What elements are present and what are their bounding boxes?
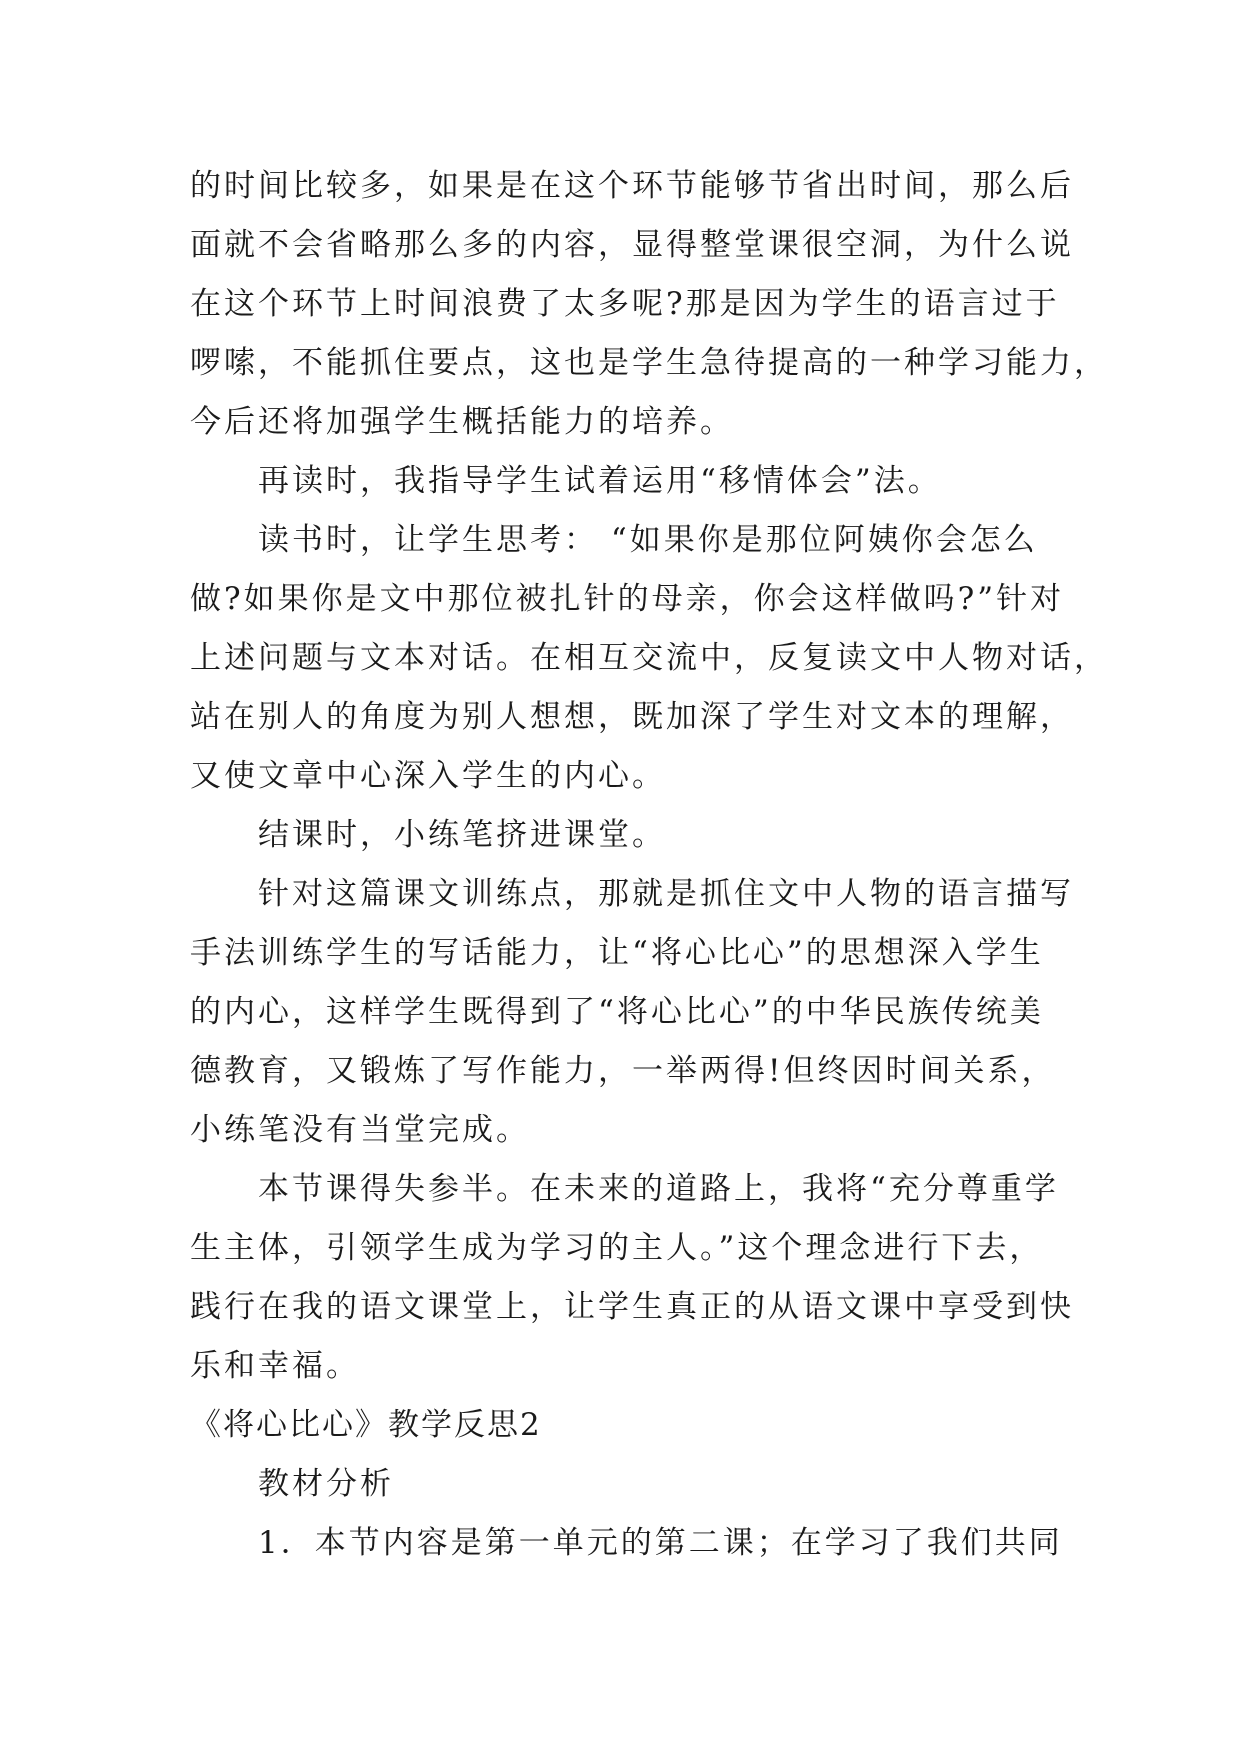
text-line: 上述问题与文本对话。在相互交流中，反复读文中人物对话，	[190, 640, 1108, 676]
text-line: 啰嗦，不能抓住要点，这也是学生急待提高的一种学习能力，	[190, 345, 1108, 381]
section-heading: 《将心比心》教学反思2	[190, 1407, 542, 1443]
text-line: 德教育，又锻炼了写作能力，一举两得!但终因时间关系，	[190, 1053, 1056, 1089]
text-line: 在这个环节上时间浪费了太多呢?那是因为学生的语言过于	[190, 286, 1060, 322]
text-line: 结课时，小练笔挤进课堂。	[258, 817, 666, 853]
text-line: 教材分析	[258, 1466, 394, 1502]
text-line: 读书时，让学生思考： “如果你是那位阿姨你会怎么	[258, 522, 1038, 558]
text-line: 今后还将加强学生概括能力的培养。	[190, 404, 734, 440]
text-line: 的内心，这样学生既得到了“将心比心”的中华民族传统美	[190, 994, 1044, 1030]
text-line: 本节课得失参半。在未来的道路上，我将“充分尊重学	[258, 1171, 1059, 1207]
text-line: 乐和幸福。	[190, 1348, 360, 1384]
text-line: 针对这篇课文训练点，那就是抓住文中人物的语言描写	[258, 876, 1074, 912]
text-line: 践行在我的语文课堂上，让学生真正的从语文课中享受到快	[190, 1289, 1074, 1325]
text-line: 面就不会省略那么多的内容，显得整堂课很空洞，为什么说	[190, 227, 1074, 263]
text-line: 做?如果你是文中那位被扎针的母亲，你会这样做吗?”针对	[190, 581, 1065, 617]
text-line: 再读时，我指导学生试着运用“移情体会”法。	[258, 463, 942, 499]
text-line: 站在别人的角度为别人想想，既加深了学生对文本的理解，	[190, 699, 1074, 735]
text-line: 手法训练学生的写话能力，让“将心比心”的思想深入学生	[190, 935, 1044, 971]
text-line: 又使文章中心深入学生的内心。	[190, 758, 666, 794]
text-line: 1．本节内容是第一单元的第二课；在学习了我们共同	[258, 1525, 1063, 1561]
text-line: 小练笔没有当堂完成。	[190, 1112, 530, 1148]
text-line: 的时间比较多，如果是在这个环节能够节省出时间，那么后	[190, 168, 1074, 204]
text-line: 生主体，引领学生成为学习的主人。”这个理念进行下去，	[190, 1230, 1044, 1266]
